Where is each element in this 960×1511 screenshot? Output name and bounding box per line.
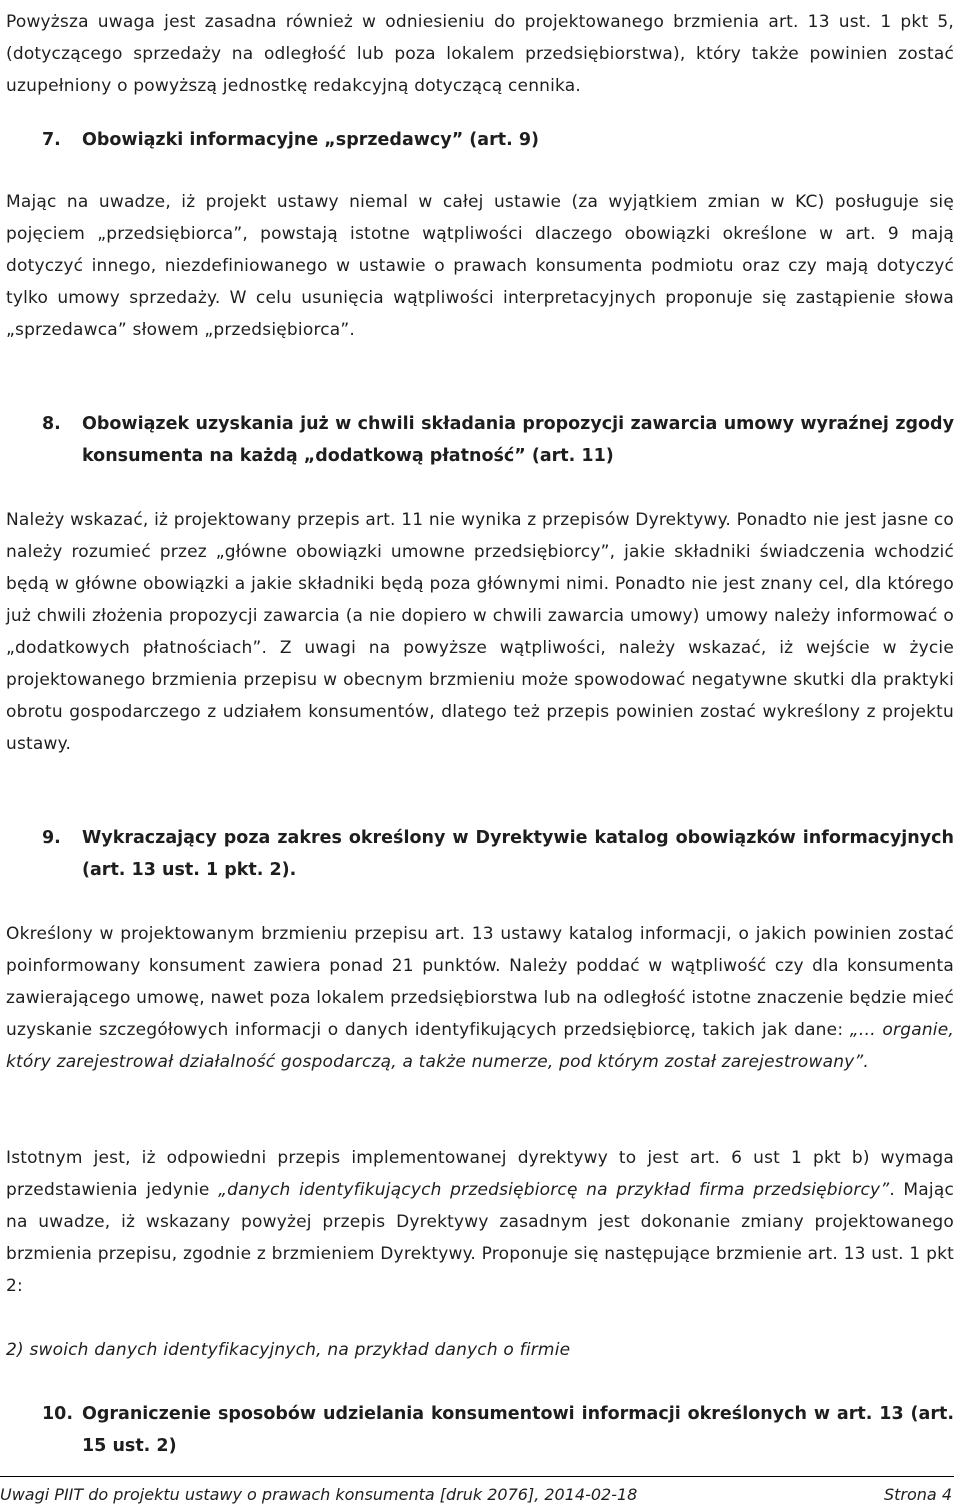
section-10-title: Ograniczenie sposobów udzielania konsumentowi informacji określonych w art. 13 (art. 15 ust. 2) bbox=[82, 1404, 954, 1456]
section-7-paragraph: Mając na uwadze, iż projekt ustawy niemal w całej ustawie (za wyjątkiem zmian w KC) posługuje się pojęciem „przedsiębiorca”, powstają istotne wątpliwości dlaczego obowiązki określone w art. 9 mają dotyczyć innego, niezdefiniowanego w ustawie o prawach konsumenta podmiotu oraz czy mają dotyczyć tylko umowy sprzedaży. W celu usunięcia wątpliwości interpretacyjnych proponuje się zastąpienie słowa „sprzedawca” słowem „przedsiębiorca”. bbox=[6, 192, 954, 340]
section-9-paragraph-1 bbox=[6, 918, 954, 1078]
section-10-heading bbox=[6, 1398, 954, 1462]
section-8-number: 8. bbox=[42, 414, 61, 434]
section-7-heading bbox=[6, 124, 954, 156]
footer-document-title: Uwagi PIIT do projektu ustawy o prawach konsumenta [druk 2076], 2014-02-18 bbox=[0, 1485, 638, 1504]
section-8-title: Obowiązek uzyskania już w chwili składania propozycji zawarcia umowy wyraźnej zgody konsumenta na każdą „dodatkową płatność” (art. 11) bbox=[82, 414, 954, 466]
section-9-number: 9. bbox=[42, 828, 61, 848]
section-9-heading bbox=[6, 822, 954, 886]
section-9-paragraph-2-end: . Mając na uwadze, iż wskazany powyżej przepis Dyrektywy zasadnym jest dokonanie zmiany projektowanego brzmienia przepisu, zgodnie z brzmieniem Dyrektywy. Proponuje się następujące brzmienie art. 13 ust. 1 pkt 2: bbox=[6, 1180, 955, 1296]
section-9-paragraph-2 bbox=[6, 1142, 954, 1302]
section-8-paragraph: Należy wskazać, iż projektowany przepis art. 11 nie wynika z przepisów Dyrektywy. Ponadto nie jest jasne co należy rozumieć przez „główne obowiązki umowne przedsiębiorcy”, jakie składniki świadczenia wchodzić będą w główne obowiązki a jakie składniki będą poza głównymi nimi. Ponadto nie jest znany cel, dla którego już chwili złożenia propozycji zawarcia (a nie dopiero w chwili zawarcia umowy) umowy należy informować o „dodatkowych płatnościach”. Z uwagi na powyższe wątpliwości, należy wskazać, iż wejście w życie projektowanego brzmienia przepisu w obecnym brzmieniu może spowodować negatywne skutki dla praktyki obrotu gospodarczego z udziałem konsumentów, dlatego też przepis powinien zostać wykreślony z projektu ustawy. bbox=[6, 510, 954, 754]
section-10-number: 10. bbox=[42, 1404, 74, 1424]
proposed-wording: 2) swoich danych identyfikacyjnych, na przykład danych o firmie bbox=[6, 1340, 571, 1360]
section-9-paragraph-1-text: Określony w projektowanym brzmieniu przepisu art. 13 ustawy katalog informacji, o jakich powinien zostać poinformowany konsument zawiera ponad 21 punktów. Należy poddać w wątpliwość czy dla konsumenta zawierającego umowę, nawet poza lokalem przedsiębiorstwa lub na odległość istotne znaczenie będzie mieć uzyskanie szczegółowych informacji o danych identyfikujących przedsiębiorcę, takich jak dane: bbox=[6, 924, 954, 1040]
section-9-paragraph-2-start: Istotnym jest, iż odpowiedni przepis implementowanej dyrektywy to jest art. 6 ust 1 pkt b) wymaga przedstawienia jedynie bbox=[6, 1148, 954, 1200]
section-9-paragraph-1-quote: „… organie, który zarejestrował działalność gospodarczą, a także numerze, pod którym został zarejestrowany”. bbox=[6, 1020, 954, 1072]
footer-page-number: Strona 4 bbox=[883, 1485, 952, 1504]
section-7-title: Obowiązki informacyjne „sprzedawcy” (art. 9) bbox=[82, 130, 540, 150]
document-page bbox=[6, 0, 954, 1511]
footer-divider bbox=[0, 1476, 954, 1477]
section-7-number: 7. bbox=[42, 130, 61, 150]
page-footer bbox=[0, 1480, 952, 1510]
section-9-paragraph-2-quote: „danych identyfikujących przedsiębiorcę na przykład firma przedsiębiorcy” bbox=[218, 1180, 890, 1200]
section-9-title: Wykraczający poza zakres określony w Dyrektywie katalog obowiązków informacyjnych (art. 13 ust. 1 pkt. 2). bbox=[82, 828, 954, 880]
section-8-heading bbox=[6, 408, 954, 472]
intro-paragraph: Powyższa uwaga jest zasadna również w odniesieniu do projektowanego brzmienia art. 13 ust. 1 pkt 5, (dotyczącego sprzedaży na odległość lub poza lokalem przedsiębiorstwa), który także powinien zostać uzupełniony o powyższą jednostkę redakcyjną dotyczącą cennika. bbox=[6, 12, 954, 96]
